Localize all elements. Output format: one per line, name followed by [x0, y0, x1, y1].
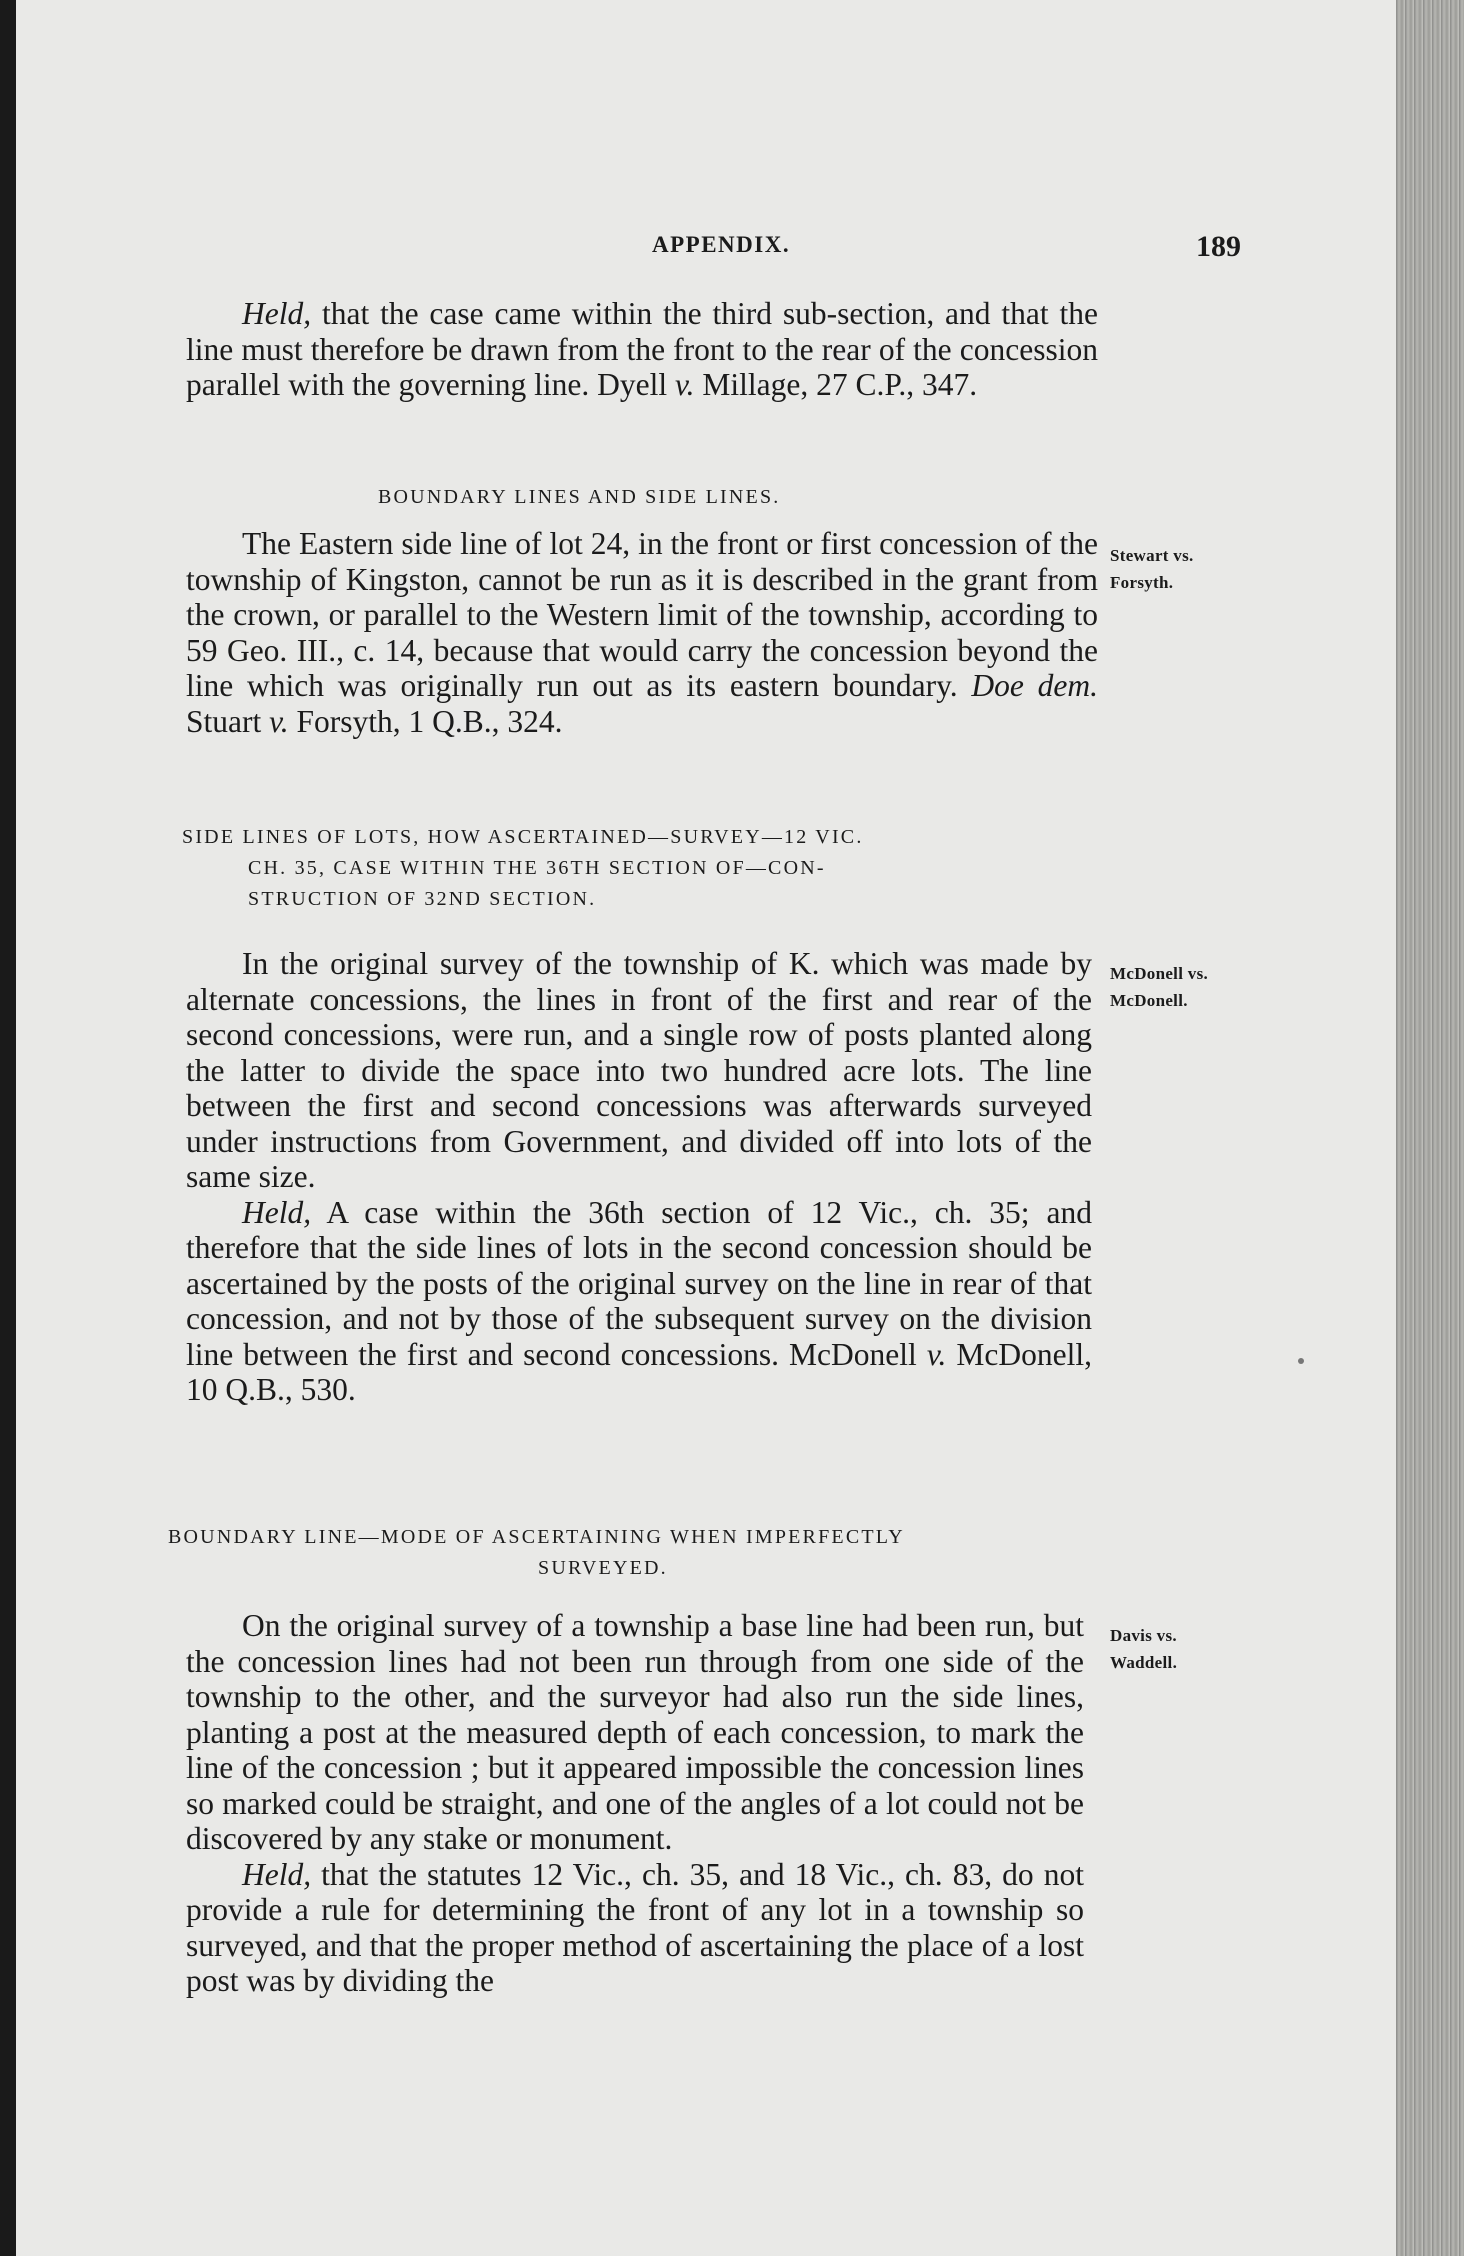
scan-border-left [0, 0, 16, 2256]
boundary-mode-para-2: Held, that the statutes 12 Vic., ch. 35, and 18 Vic., ch. 83, do not provide a rule for determining the front of any lot in a township so surveyed, and that the proper method of ascertaining the place of a lost post was by dividing the [186, 1856, 1084, 1998]
margin-note-davis-waddell: Davis vs. Waddell. [1110, 1626, 1178, 1672]
versus-label: v. [675, 367, 695, 402]
held-label: Held, [242, 1194, 312, 1230]
page-number: 189 [1196, 230, 1241, 263]
intro-citation: Millage, 27 C.P., 347. [694, 367, 978, 402]
intro-paragraph [186, 296, 1098, 403]
held-label: Held, [242, 296, 312, 331]
margin-note-mcdonell: McDonell vs. McDonell. [1110, 964, 1209, 1010]
ink-speck [1298, 1358, 1304, 1364]
side-lines-para-1: In the original survey of the township of K. which was made by alternate concessions, the lines in front of the first and rear of the second concessions, were run, and a single row of posts planted along the latter to divide the space into two hundred acre lots. The line between the first and second concessions was afterwards surveyed under instructions from Government, and divided off into lots of the same size. [186, 946, 1092, 1194]
section-heading-side-lines-of-lots: SIDE LINES OF LOTS, HOW ASCERTAINED—SURVEY—12 VIC. CH. 35, CASE WITHIN THE 36TH SECTION OF—CON- STRUCTION OF 32ND SECTION. [182, 826, 864, 910]
held-label: Held, [242, 1856, 312, 1892]
side-lines-para-2: Held, A case within the 36th section of 12 Vic., ch. 35; and therefore that the side lines of lots in the second concession should be ascertained by the posts of the original survey on the line in rear of that concession, and not by those of the subsequent survey on the division line between the first and second concessions. McDonell v. McDonell, 10 Q.B., 530. [186, 1194, 1092, 1407]
boundary-mode-paragraphs [186, 1608, 1084, 1999]
page-header [16, 232, 1396, 272]
section-heading-boundary-line-mode: BOUNDARY LINE—MODE OF ASCERTAINING WHEN IMPERFECTLY SURVEYED. [168, 1526, 905, 1579]
running-head: APPENDIX. [652, 232, 791, 257]
page-stack-edge [1396, 0, 1464, 2256]
doe-dem-label: Doe dem. [971, 668, 1098, 703]
side-lines-paragraphs [186, 946, 1092, 1408]
margin-note-stewart-forsyth: Stewart vs. Forsyth. [1110, 546, 1194, 592]
intro-text: that the case came within the third sub-section, and that the line must therefore be drawn from the front to the rear of the concession parallel with the governing line. Dyell [186, 296, 1098, 402]
book-page [16, 0, 1396, 2256]
boundary-side-paragraph: The Eastern side line of lot 24, in the front or first concession of the township of Kingston, cannot be run as it is described in the grant from the crown, or parallel to the Western limit of the township, according to 59 Geo. III., c. 14, because that would carry the concession beyond the line which was originally run out as its eastern boundary. Doe dem. Stuart v. Forsyth, 1 Q.B., 324. [186, 526, 1098, 739]
section-heading-boundary-side-lines: BOUNDARY LINES AND SIDE LINES. [378, 486, 781, 508]
boundary-mode-para-1: On the original survey of a township a base line had been run, but the concession lines had not been run through from one side of the township to the other, and the surveyor had also run the side lines, planting a post at the measured depth of each concession, to mark the line of the concession ; but it appeared impossible the concession lines so marked could be straight, and one of the angles of a lot could not be discovered by any stake or monument. [186, 1608, 1084, 1856]
